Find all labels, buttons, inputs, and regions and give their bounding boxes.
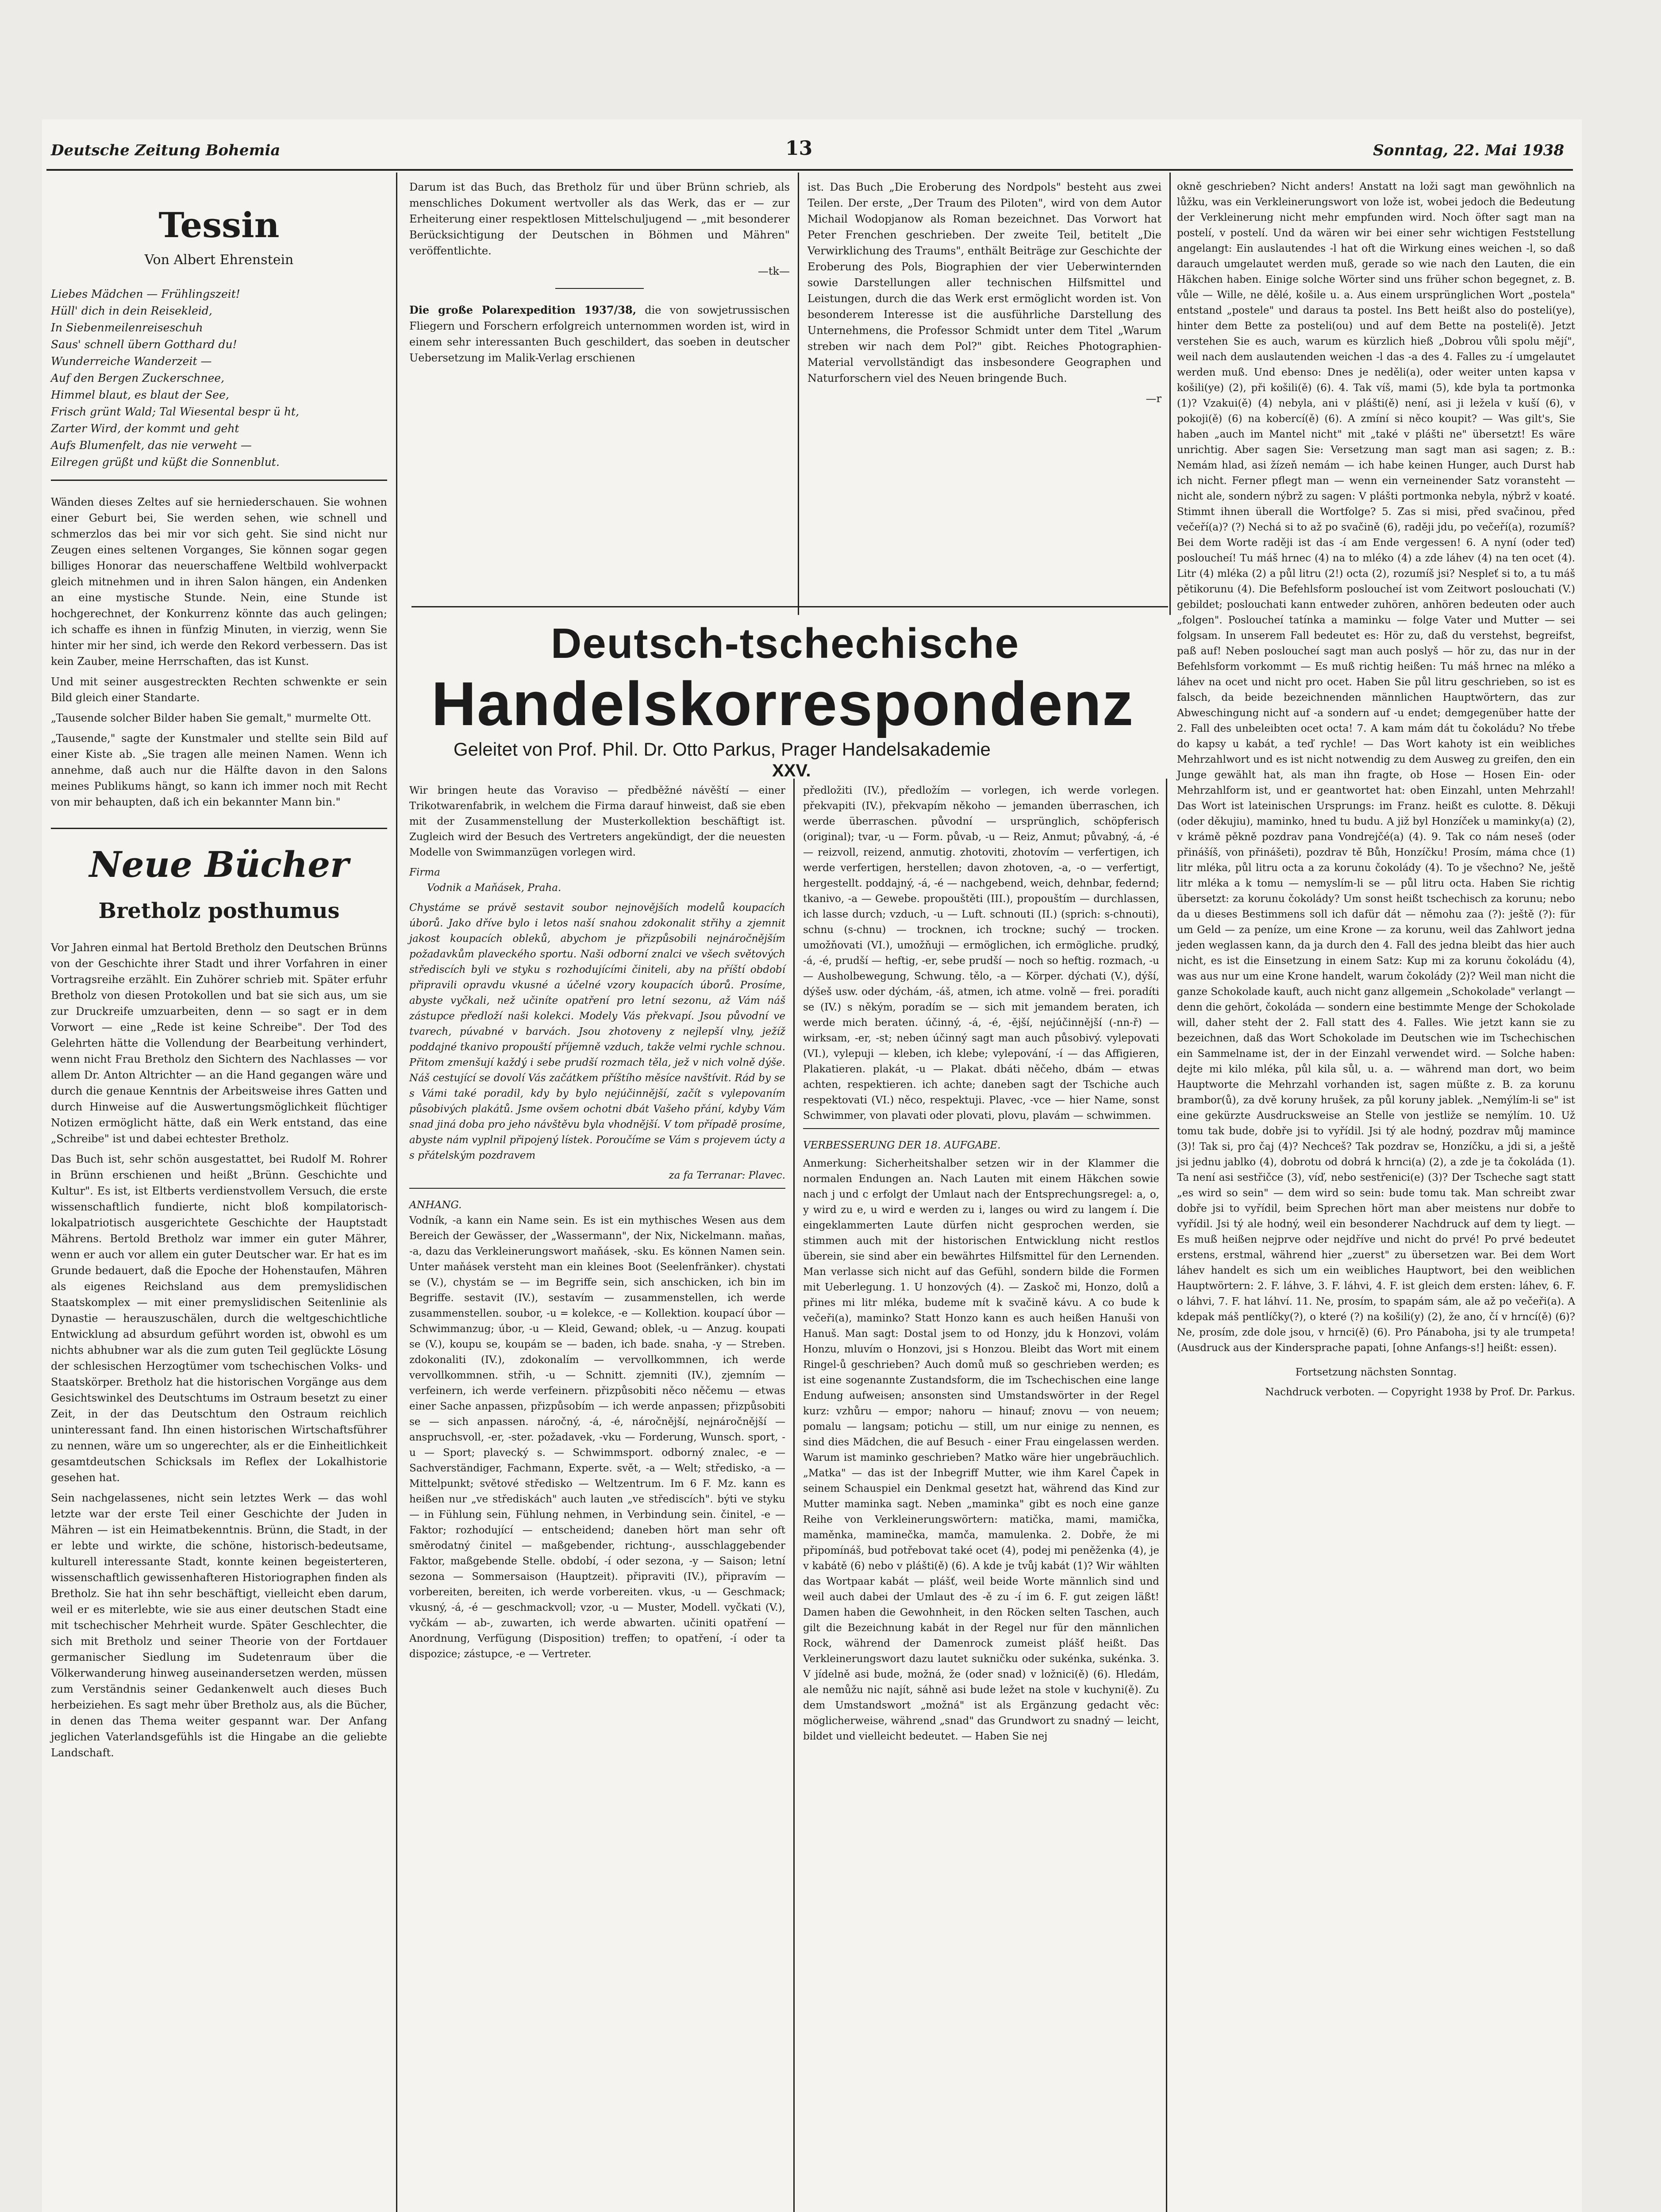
poem-line: Frisch grünt Wald; Tal Wiesental bespr ü ht, [51,405,300,418]
hk-heading-line1: Deutsch-tschechische [551,620,1020,667]
column-rule-4 [793,779,795,2212]
tessin-article [51,181,387,1765]
bretholz-continued [409,179,790,370]
poem-line: Eilregen grüßt und küßt die Sonnenblut. [51,456,280,469]
business-letter: Chystáme se právě sestavit soubor nejnovějších modelů koupacích úborů. Jako dříve bylo i letos naší snahou zdokonalit střihy a zjemnit jakost koupacích obleků, abychom je přizpůsobili nejnáročnějším požadavkům plaveckého sportu. Naši odborní znalci ve všech světových střediscích byli ve styku s rozhodujícími činiteli, aby na příští období připravili opravdu vkusné a účelné vzory koupacích úborů. Prosíme, abyste vyčkali, než učiníte opatření pro letní sezonu, až Vám náš zástupce předloží naši kolekci. Modely Vás překvapí. Jsou původní ve tvarech, púvabné v barvách. Jsou zhotoveny z nejlepší vlny, ježíž poddajné tkanivo propouští příjemně vzduch, takže velmi rychle schnou. Přitom zmenšují každý i sebe prudší rozmach těla, jež v nich volně dýše. Náš cestující se dovolí Vás začátkem příštího měsíce navštívit. Rád by se s Vámi také poradil, kdy by bylo nejúčinnější, začít s vylepovaním působivých plakátů. Jsme ovšem ochotni dbát Vašeho přání, kdyby Vám snad jiná doba pro jeho návštěvu byla vhodnější. V tom případě prosíme, abyste nám vyplnil připojený lístek. Poroučíme se Vám s projevem úcty a s přátelským pozdravem [409,902,785,1161]
bretholz-paragraph: Das Buch ist, sehr schön ausgestattet, bei Rudolf M. Rohrer in Brünn erschienen und heißt „Brünn. Geschichte und Kultur". Es ist, ist Eltberts verdienstvollem Versuch, die erste wissenschaftlich fundierte, nicht bloß kompilatorisch-lokalpatriotisch ausgerichtete Geschichte der Hauptstadt Mährens. Bertold Bretholz war immer ein guter Mährer, wenn er auch vor allem ein guter Deutscher war. Er hat es im Grunde bedauert, daß die Epoche der Hohenstaufen, Mähren als eigenes Reichsland aus dem premyslidischen Staatskomplex — mit einer premyslidischen Seitenlinie als Dynastie — herauszuschälen, durch die weltgeschichtliche Entwicklung ad absurdum geführt worden ist, obwohl es um nichts abhubner war als die zum guten Teil geglückte Lösung der schlesischen Herzogtümer vom tschechischen Volks- und Staatskörper. Bretholz hat die historischen Vorgänge aus dem Gesichtswinkel des Deutschtums im Ostraum besetzt zu einer Zeit, in der das Deutschtum den Ostraum reichlich uninteressant fand. Ihn einen historischen Wirtschaftsführer zu nennen, wäre um so ungerechter, als er die Einheitlichkeit gesamtdeutschen Schicksals im Reflex der Lokalhistorie gesehen hat. [51,1153,387,1484]
hk-number: XXV. [772,761,811,780]
column-rule-3 [1169,173,1171,615]
anhang-rule [409,1188,785,1189]
anhang-text: Vodník, -a kann ein Name sein. Es ist ein mythisches Wesen aus dem Bereich der Gewässer, der „Wassermann", der Nix, Nickelmann. maňas, -a, dazu das Verkleinerungswort maňásek, -sku. Es können Namen sein. Unter maňásek versteht man ein kleines Boot (Seelenfränker). chystati se (V.), chystám se — im Begriffe sein, sich anschicken, ich bin im Begriffe. sestavit (IV.), sestavím — zusammenstellen, ich werde zusammenstellen. soubor, -u = kolekce, -e — Kollektion. koupací úbor — Schwimmanzug; úbor, -u — Kleid, Gewand; oblek, -u — Anzug. koupati se (V.), koupu se, koupám se — baden, ich bade. snaha, -y — Streben. zdokonaliti (IV.), zdokonalím — vervollkommnen, ich werde vervollkommnen. střih, -u — Schnitt. zjemniti (IV.), zjemním — verfeinern, ich werde verfeinern. přizpůsobiti něco něčemu — etwas einer Sache anpassen, přizpůsobím — ich werde anpassen; přizpůsobiti se — sich anpassen. náročný, -á, -é, náročnější, nejnáročnější — anspruchsvoll, -er, -ster. požadavek, -vku — Forderung, Wunsch. sport, -u — Sport; plavecký s. — Schwimmsport. odborný znalec, -e — Sachverständiger, Fachmann, Experte. svět, -a — Welt; středisko, -a — Mittelpunkt; světové středisko — Weltzentrum. Im 6 F. Mz. kann es heißen nur „ve střediskách" auch lauten „ve střediscích". býti ve styku — in Fühlung sein, Fühlung nehmen, in Verbindung sein. činitel, -e — Faktor; rozhodující — entscheidend; daneben hört man sehr oft směrodatný činitel — maßgebender, richtung-, ausschlaggebender Faktor, maßgebende Stelle. období, -í oder sezona, -y — Saison; letní sezona — Sommersaison (Hauptzeit). připraviti (IV.), připravím — vorbereiten, bereiten, ich werde vorbereiten. vkus, -u — Geschmack; vkusný, -á, -é — geschmackvoll; vzor, -u — Muster, Modell. vyčkati (V.), vyčkám — ab-, zuwarten, ich werde abwarten. učiniti opatření — Anordnung, Verfügung (Disposition) treffen; to opatření, -í oder ta dispozice; zástupce, -e — Vertreter. [409,1215,785,1660]
hk-column-a [409,783,785,1667]
bretholz-paragraph: Sein nachgelassenes, nicht sein letztes Werk — das wohl letzte war der erste Teil einer Geschichte der Juden in Mähren — ist ein Heimatbekenntnis. Brünn, die Stadt, in der er lebte und wirkte, die schöne, historisch-bedeutsame, kulturell interessante Stadt, konnte keinen begeisterteren, wissenschaftlich gewissenhafteren Historiographen finden als Bretholz. Sie hat ihn sehr beschäftigt, vielleicht eben darum, weil er es miterlebte, wie sie aus einer deutschen Stadt eine mit tschechischer Mehrheit wurde. Später Geschlechter, die sich mit Bretholz und seiner Theorie von der Fortdauer germanischer Siedlung im Sudetenraum über die Völkerwanderung hinweg auseinandersetzen werden, müssen zum Verständnis seiner Gedankenwelt auch dieses Buch herbeiziehen. Es sagt mehr über Bretholz aus, als die Bücher, in denen das Thema weiter gespannt war. Der Anfang jeglichen Vaterlandsgefühls ist die Hingabe an die geliebte Landschaft. [51,1492,387,1759]
poem-line: Zarter Wird, der kommt und geht [51,422,239,435]
page-number: 13 [785,137,813,160]
title-box-top [411,606,1168,607]
column-rule-1 [396,173,397,2212]
polar-text: die von sowjetrussischen Fliegern und Forschern erfolgreich unternommen worden ist, wird in einem sehr interessanten Buch geschildert, das soeben in deutscher Uebersetzung im Malik-Verlag erschienen [409,304,790,364]
poem-line: Hüll' dich in dein Reisekleid, [51,304,212,317]
column-rule-2 [798,173,799,615]
firma-label: Firma [409,867,440,878]
polar-continued [807,179,1161,407]
hk-byline: Geleitet von Prof. Phil. Dr. Otto Parkus, Prager Handelsakademie [454,739,991,760]
polar-end: ist. Das Buch „Die Eroberung des Nordpols" besteht aus zwei Teilen. Der erste, „Der Traum des Piloten", wird von dem Autor Michail Wodopjanow als Roman bezeichnet. Das Vorwort hat Peter Frenchen geschrieben. Der zweite Teil, betitelt „Die Verwirklichung des Traums", enthält Beiträge zur Geschichte der Eroberung des Pols, Biographien der vier Ueberwinternden sowie Darstellungen aller technischen Hilfsmittel und Leistungen, durch die das Werk erst ermöglicht worden ist. Von besonderem Interesse ist die ausführliche Darstellung des Unternehmens, die Professor Schmidt unter dem Titel „Warum streben wir nach dem Pol?" gibt. Reiches Photographien-Material vervollständigt das insbesondere Geographen und Naturforschern viel des Neuen bringende Buch. [807,181,1161,384]
tessin-author: Von Albert Ehrenstein [144,252,294,268]
poem-rule [51,480,387,481]
signature: —r [1146,392,1161,405]
tessin-paragraph: Wänden dieses Zeltes auf sie herniederschauen. Sie wohnen einer Geburt bei, Sie werden sehen, wie schnell und schmerzlos das bei mir vor sich geht. Sie sind nicht nur Zeugen eines seltenen Vorganges, Sie können sogar gegen billiges Honorar das neuerschaffene Weltbild wohlverpackt gleich mitnehmen und in ihren Salon hängen, ein Andenken an eine mystische Stunde. Nein, eine Stunde ist hochgerechnet, der Konkurrenz könnte das auch gelingen; ich schaffe es ihnen in fünfzig Minuten, in vierzig, wenn Sie hinter mir her sind, ich werde den Rekord verbessern. Das ist kein Zauber, meine Herrschaften, das ist Kunst. [51,496,387,668]
poem-line: Auf den Bergen Zuckerschnee, [51,372,225,384]
polar-title: Die große Polarexpedition 1937/38, [409,303,637,316]
anhang-title: ANHANG. [409,1199,462,1211]
poem-line: Aufs Blumenfelt, das nie verweht — [51,439,252,452]
copyright-note: Nachdruck verboten. — Copyright 1938 by Prof. Dr. Parkus. [1265,1386,1575,1398]
column-rule-5 [1166,779,1167,2212]
hk-heading-line2: Handelskorrespondenz [431,669,1134,738]
bretholz-paragraph: Vor Jahren einmal hat Bertold Bretholz den Deutschen Brünns von der Geschichte ihrer Stadt und ihrer Vorfahren in einer Vortragsreihe erzählt. Ein Zuhörer schrieb mit. Später erfuhr Bretholz von diesen Protokollen und bat sie sich aus, um sie zur Druckreife umzuarbeiten, denn — so sagt er in dem Vorwort — eine „Rede ist keine Schreibe". Der Tod des Gelehrten hätte die Vollendung der Bearbeitung verhindert, wenn nicht Frau Bretholz den Sichtern des Nachlasses — vor allem Dr. Anton Altrichter — an die Hand gegangen wäre und durch die genaue Kenntnis der Arbeitsweise ihres Gatten und durch Hinweise auf die Auswertungsmöglichkeit flüchtiger Notizen ermöglicht hätte, daß ein Werk entstand, das eine „Schreibe" ist und dabei echtester Bretholz. [51,941,387,1145]
verbesserung-text: Anmerkung: Sicherheitshalber setzen wir in der Klammer die normalen Endungen an. Nach Lauten mit einem Häkchen sowie nach j und c erfolgt der Umlaut nach der Entsprechungsregel: a, o, y wird zu e, u wird e werden zu i, langes ou wird zu langem í. Die eingeklammerten Laute dürfen nicht gesprochen werden, sie stimmen auch mit der historischen Entwicklung nicht restlos überein, sie sind aber ein bewährtes Hilfsmittel für den Lernenden. Man verlasse sich nicht auf das Gefühl, sondern bilde die Formen mit Ueberlegung. 1. U honzových (4). — Zaskoč mi, Honzo, dolů a přines mi litr mléka, budeme mít k svačině kávu. A co bude k večeři(a), maminko? Statt Honzo kann es auch heißen Hanuši von Hanuš. Man sagt: Dostal jsem to od Honzy, jdu k Honzovi, volám Honzu, mluvím o Honzovi, jsi s Honzou. Bleibt das Wort mit einem Ringel-ů geschrieben? Auch domů muß so geschrieben werden; es ist eine sogenannte Zustandsform, die im Tschechischen eine lange Endung aufweisen; ansonsten sind Umstandswörter in der Regel kurz: vzhůru — empor; nahoru — hinauf; znovu — von neuem; pomalu — langsam; potichu — still, um nur einige zu nennen, es sind dies Mädchen, die auf Besuch - einer Frau eingelassen werden. Warum ist maminko geschrieben? Matko wäre hier ungebräuchlich. „Matka" — das ist der Inbegriff Mutter, wie ihm Karel Čapek in seinem Schauspiel ein Denkmal gesetzt hat, während das Kind zur Mutter maminka sagt. Neben „maminka" gibt es noch eine ganze Reihe von Verkleinerungswörtern: matička, mami, mamička, maměnka, maminečka, mamča, mamulenka. 2. Dobře, že mi připomínáš, bud potřebovat také ocet (4), podej mi peněženka (4), je v kabátě (6) nebo v plášti(ě) (6). A kde je tvůj kabát (1)? Wir wählten das Wortpaar kabát — plášť, weil beide Worte männlich sind und weil auch dabei der Umlaut des -ě zu -í im 6. F. gut zeigen läßt! Damen haben die Gewohnheit, in den Röcken selten Taschen, auch gilt die Bezeichnung kabát in der Regel nur für den männlichen Rock, während der Damenrock zumeist plášť heißt. Das Verkleinerungswort dazu lautet sukničku oder sukénka, sukénka. 3. V jídelně asi bude, možná, že (oder snad) v ložnici(ě) (6). Hledám, ale nemůžu nic najít, sáhně asi bude ležet na stole v kuchyni(ě). Zu dem Umstandswort „možná" ist als Ergänzung gedacht věc: möglicherweise, während „snad" das Grundwort zu snadný — leicht, bildet und vielleicht bedeutet. — Haben Sie nej [803,1158,1159,1742]
hk-intro: Wir bringen heute das Voraviso — předběžné návěští — einer Trikotwarenfabrik, in welchem die Firma darauf hinweist, daß sie eben mit der Zusammenstellung der Musterkollektion beschäftigt ist. Zugleich wird der Besuch des Vertreters angekündigt, der die neuesten Modelle von Swimmanzügen vorlegen wird. [409,785,785,858]
newspaper-page [42,119,1582,2212]
neue-buecher-heading: Neue Bücher [89,844,349,885]
section-rule [51,828,387,829]
firma-name: Vodnik a Maňásek, Praha. [427,882,561,894]
signature: —tk— [757,265,790,277]
poem-line: Wunderreiche Wanderzeit — [51,355,212,368]
vocab-text: předložiti (IV.), předložím — vorlegen, ich werde vorlegen. překvapiti (IV.), překvapím někoho — jemanden überraschen, ich werde überraschen. původní — ursprünglich, schöpferisch (original); tvar, -u — Form. půvab, -u — Reiz, Anmut; půvabný, -á, -é — reizvoll, reizend, anmutig. zhotoviti, zhotovím — verfertigen, ich werde verfertigen, herstellen; davon zhotoven, -a, -o — verfertigt, hergestellt. poddajný, -á, -é — nachgebend, weich, dehnbar, federnd; tkanivo, -a — Gewebe. propouštěti (III.), propouštím — durchlassen, ich lasse durch; vzduch, -u — Luft. schnouti (II.) (sprich: s-chnouti), schnu (s-chnu) — trocknen, ich trockne; suchý — trocken. umožňovati (VI.), umožňuji — ermöglichen, ich ermögliche. prudký, -á, -é, prudší — heftig, -er, sebe prudší — noch so heftig. rozmach, -u — Ausholbewegung, Schwung. tělo, -a — Körper. dýchati (V.), dýší, dýšeš usw. oder dýchám, -áš, atmen, ich atme. volně — frei. poradíti se (IV.) s někým, poradím se — sich mit jemandem beraten, ich werde mich beraten. účinný, -á, -é, -ější, nejúčinnější (-nn-ř) — wirksam, -er, -st; neben účinný sagt man auch působivý. vylepovati (VI.), vylepuji — kleben, ich klebe; vylepování, -í — das Affigieren, Plakatieren. plakát, -u — Plakat. dbáti něčeho, dbám — etwas achten, respektieren. ich achte; daneben sagt der Tschiche auch respektovati (VI.) něco, respektuji. Plavec, -vce — hier Name, sonst Schwimmer, von plavati oder plovati, plovu, plavám — schwimmen. [803,785,1159,1121]
hk-column-c [1177,179,1575,1405]
poem-line: In Siebenmeilenreiseschuh [51,321,203,334]
verbesserung-continued: okně geschrieben? Nicht anders! Anstatt na loži sagt man gewöhnlich na lůžku, was ein Verkleinerungswort von lože ist, wobei jedoch die Bedeutung der Verkleinerung nicht mehr empfunden wird. Noch öfter sagt man na postelí, v postelí. Und da wären wir bei einer sehr wichtigen Feststellung angelangt: Ein auslautendes -l hat oft die Wirkung eines weichen -l, so daß darauch umgelautet werden muß, gerade so wie nach den Lauten, die ein Häkchen haben. Einige solche Wörter sind uns früher schon begegnet, z. B. vůle — Wille, ne dělé, košile u. a. Aus einem ursprünglichen Wort „postela" entstand „postele" und daraus ta postel. Ins Bett heißt also do posteli(ye), hinter dem Bette za posteli(ou) und auf dem Bette na posteli(ě). Jetzt verstehen Sie es auch, warum es kürzlich hieß „Dobrou vůli spolu mějí", weil nach dem auslautenden weichen -l das -a des 4. Falles zu -í umgelautet werden muß. Und ebenso: Dnes je neděli(a), oder weiter unten kapsa v košili(ye) (2), při košili(ě) (6). 4. Tak víš, mami (5), kde byla ta portmonka (1)? Vzakui(ě) (4) nebyla, ani v plášti(ě) není, asi ji ležela v kuší (6), v pokoji(ě) (6) na kobercí(ě) (6). A zmíní si něco koupit? — Was gilt's, Sie haben „auch im Mantel nicht" mit „také v plášti ne" übersetzt! Es wäre unrichtig. Aber sagen Sie: Versetzung man sagt man asi sagen; z. B.: Nemám hlad, asi žízeň nemám — ich habe keinen Hunger, auch Durst hab ich nicht. Ferner pflegt man — wenn ein verneinender Satz voransteht — nicht ale, sondern nýbrž zu sagen: V plášti portmonka nebyla, nýbrž v koaté. Stimmt ihnen überall die Wortfolge? 5. Zas si misi, před svačinou, před večeří(a)? (?) Nechá si to až po svačině (6), raději jdu, po večeří(a), rozumíš? Bei dem Worte raději ist das -í am Ende vergessen! 6. A nyní (oder teď) posloucheí! Tu máš hrnec (4) na to mléko (4) a zde láhev (4) na ten ocet (4). Litr (4) mléka (2) a půl litru (2!) octa (2), rozumíš jsi? Nespleť si to, a tu máš pětikorunu (4). Die Befehlsform posloucheí ist vom Zeitwort poslouchati (V.) gebildet; poslouchati kann entweder zuhören, anhören bedeuten oder auch „folgen". Posloucheí tatínka a maminku — folge Vater und Mutter — sei folgsam. In unserem Fall bedeutet es: Hör zu, daß du verstehst, begreifst, paß auf! Neben posloucheí sagt man auch poslyš — hör zu, das nur in der Befehlsform vorkommt — Es muß richtig heißen: Tu máš hrnec na mléko a láhev na ocet und nicht pro ocet. Haben Sie půl litru geschrieben, so ist es falsch, da beide bezeichnenden männlichen Hauptwörtern, das zur Abweschingung nicht auf -a sondern auf -u endet; demgegenüber hatte der 2. Fall des unbeleibten ocet octa! 7. A kam mám dát tu čokoládu? No třebe do kapsy u kabát, a teď rychle! — Das Wort kahoty ist ein weibliches Mehrzahlwort und es ist nicht notwendig zu dem Ausweg zu greifen, den ein Junge gewählt hat, als man ihn fragte, ob Hose — Hosen Ein- oder Mehrzahlform ist, und er geantwortet hat: oben Einzahl, unten Mehrzahl! Das Wort ist lateinischen Ursprungs: im Franz. heißt es culotte. 8. Děkuji (oder děkujiu), maminko, hned tu budu. A již byl Honzíček u maminky(a) (2), v krámě pěkně pozdrav pana Vondrejčé(a) (4). 9. Tak co nám neseš (oder přinášíš, von přinášeti), pozdrav tě Bůh, Honzíčku! Prosím, máma chce (1) litr mléka, půl litru octa a za korunu čokolády (4). To je všechno? Ne, ještě litr mléka a k tomu — nemyslím-li se — půl litru octa. Haben Sie richtig übersetzt: za korunu čokolády? Um sonst heißt tschechisch za korunu; nebo da u dieses Bestimmens soll ich dafür dát — němohu zaa (?): ještě (?): für um Geld — za peníze, um eine Krone — za korunu, weil das Zahlwort jedna jeden weglassen kann, da ja durch den 4. Fall des jedna bleibt das hier auch nicht, es ist die Einsetzung in einem Satz: Kup mi za korunu čokoládu (4), was aus nur um eine Krone handelt, warum čokolády (2)? Weil man nicht die ganze Schokolade kauft, auch nicht ganz allgemein „Schokolade" verlangt — denn die gehört, čokoláda — sondern eine bestimmte Menge der Schokolade will, daher steht der 2. Fall statt des 4. Falles. Wie jetzt kann sie zu bezeichnen, daß das Wort Schokolade im Deutschen wie im Tschechischen ein Sammelname ist, der in der Einzahl verwendet wird. — Solche haben: dejte mi kilo mléka, půl kila sůl, u. a. — während man dort, wo beim Hauptworte die Mehrzahl vorhanden ist, sagen müßte z. B. za korunu brambor(ů), za dvě koruny hrušek, za půl koruny jablek. „Nemýlím-li se" ist eine gekürzte Ausdrucksweise an Stelle von jestliže se nemýlím. 10. Už tomu tak bude, dobře jsi to vyřídil. Jsi tý ale hodný, pozdrav můj mamince (3)! Tak si, pro čaj (4)? Nechceš? Tak pozdrav se, Honzíčku, a jdi si, a ještě jsi jednu jablko (4), dobrotu od dobrá k hrnci(a) (2), a zde je ta čokoláda (1). Ta není asi sestřičce (3), víď, nebo sestřenici(e) (3)? Der Tscheche sagt statt „es wird so sein" — dem wird so sein: bude tomu tak. Man schreibt zwar dobře jsi to vyřídil, beim Sprechen hört man aber meistens nur dobře to vyřídil. Jsi tý ale hodný, weil ein besonderer Nachdruck auf dem ty liegt. — Es muß heißen nejprve oder nejdříve und nicht do prvé! Po prvé bedeutet erstens, erstmal, während hier „zuerst" zu übersetzen war. Bei dem Wort láhev handelt es sich um ein weibliches Hauptwort, bei den weiblichen Hauptwörtern: 2. F. láhve, 3. F. láhvi, 4. F. ist gleich dem ersten: láhev, 6. F. o láhvi, 7. F. hat láhví. 11. Ne, prosím, to spapám sám, ale až po večeři(a). A kdepak máš pentlíčky(?), o které (?) na košili(y) (2), že ano, čí v hrncí(ě) (6)? Ne, prosím, zde dole jsou, v hrnci(ě) (6). Pro Pánaboha, jsi ty ale trumpeta! (Ausdruck aus der Kindersprache papati, [ohne Anfangs-s!] heißt: essen). [1177,181,1575,1354]
verbesserung-title: VERBESSERUNG DER 18. AUFGABE. [803,1140,1001,1151]
tessin-title: Tessin [158,205,280,246]
poem-line: Liebes Mädchen — Frühlingszeit! [51,288,240,300]
page-header [42,137,1582,168]
letter-closing: za fa Terranar: Plavec. [669,1170,785,1181]
bretholz-title: Bretholz posthumus [98,899,340,923]
bretholz-end: Darum ist das Buch, das Bretholz für und über Brünn schrieb, als menschliches Dokument wertvoller als das Werk, das er — zur Erheiterung einer respektlosen Mittelschuljugend — „mit besonderer Berücksichtigung der Deutschen in Böhmen und Mähren" veröffentlichte. [409,181,790,257]
hk-column-b [803,783,1159,1749]
short-rule [555,288,644,289]
poem-line: Himmel blaut, es blaut der See, [51,388,229,401]
tessin-poem [51,286,387,471]
tessin-paragraph: „Tausende," sagte der Kunstmaler und stellte sein Bild auf einer Kiste ab. „Sie tragen alle meinen Namen. Wenn ich annehme, daß auch nur die Hälfte davon in den Salons meines Publikums hängt, so kann ich immer noch mit Recht von mir behaupten, daß ich ein bekannter Mann bin." [51,732,387,808]
verbesserung-rule [803,1128,1159,1129]
poem-line: Saus' schnell übern Gotthard du! [51,338,237,351]
tessin-paragraph: Und mit seiner ausgestreckten Rechten schwenkte er sein Bild gleich einer Standarte. [51,676,387,704]
tessin-paragraph: „Tausende solcher Bilder haben Sie gemalt," murmelte Ott. [51,712,371,724]
continuation-note: Fortsetzung nächsten Sonntag. [1295,1367,1457,1378]
newspaper-name: Deutsche Zeitung Bohemia [51,142,281,159]
issue-date: Sonntag, 22. Mai 1938 [1373,142,1564,159]
header-rule [46,169,1573,171]
